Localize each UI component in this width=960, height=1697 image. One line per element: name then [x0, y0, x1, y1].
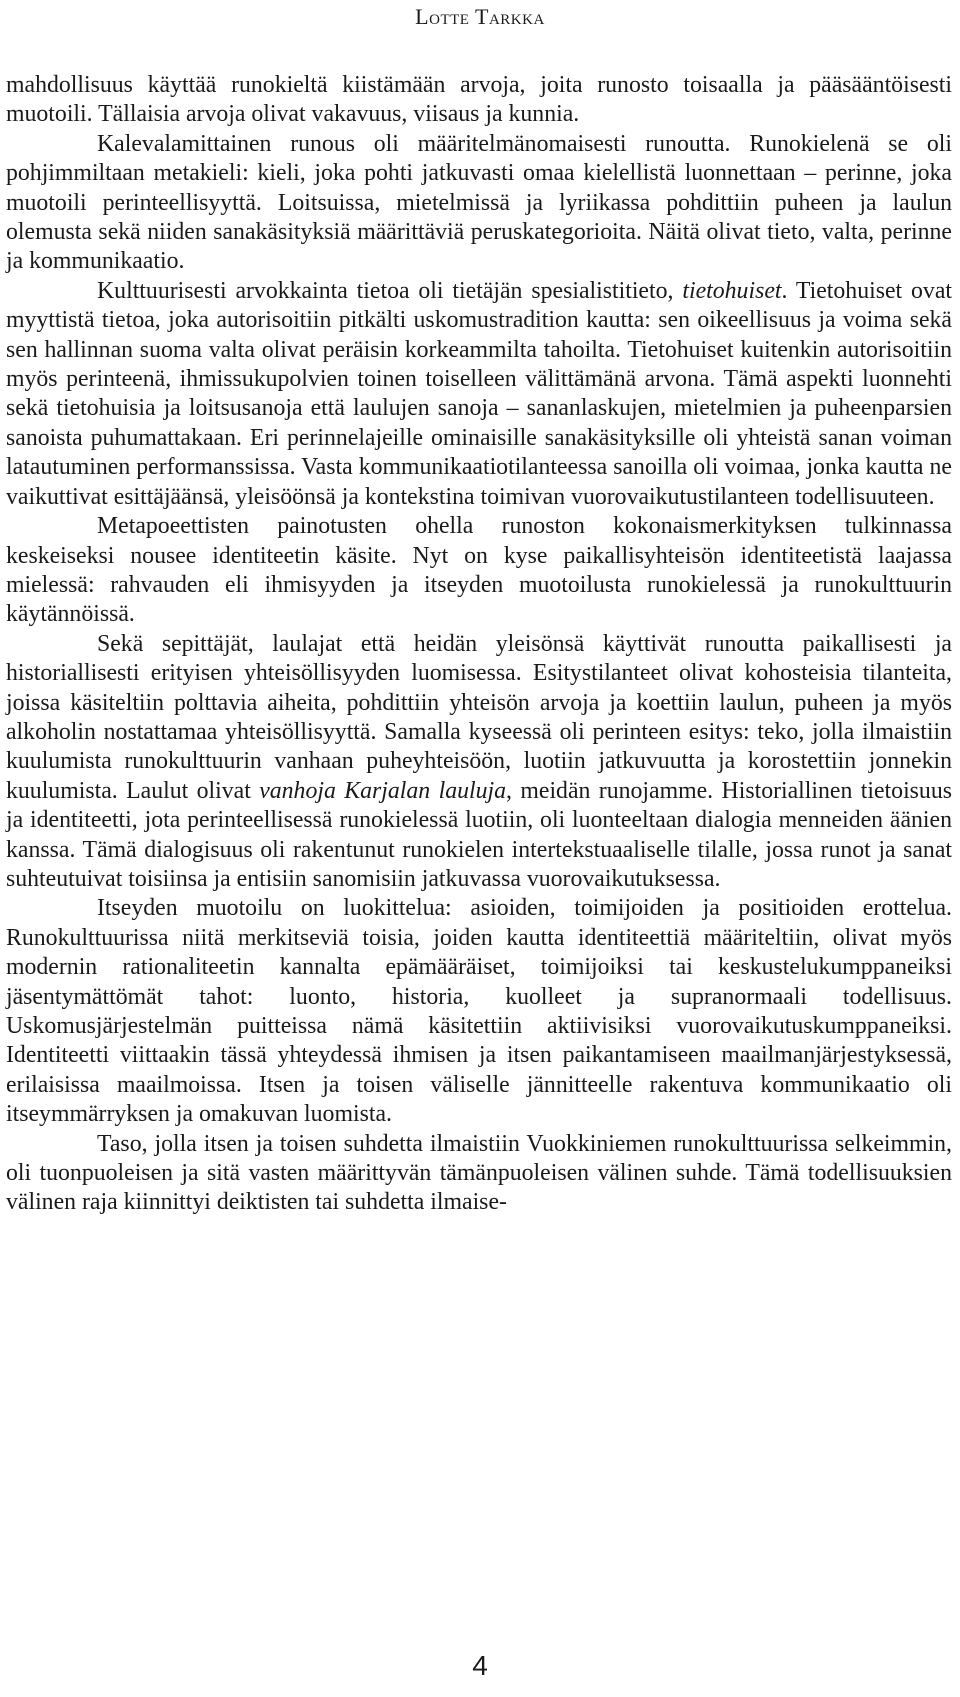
text-run: , meidän runojamme. Historiallinen tietoisuus ja identiteetti, jota perinteellisessä runokielessä luotiin, oli luonteeltaan dialogia menneiden äänien kanssa. Tämä dialogisuus oli rakentunut runokielen intertekstuaaliselle tilalle, jossa runot ja sanat suhteutuivat toisiinsa ja entisiin sanomisiin jatkuvassa vuorovaikutuksessa.	[6, 777, 952, 892]
text-run: Kulttuurisesti arvokkainta tietoa oli tietäjän spesialistitieto,	[97, 277, 683, 304]
paragraph	[6, 1130, 952, 1218]
paragraph	[6, 277, 952, 512]
text-run: mahdollisuus käyttää runokieltä kiistämään arvoja, joita runosto toisaalla ja pääsääntöisesti muotoili. Tällaisia arvoja olivat vakavuus, viisaus ja kunnia.	[6, 72, 952, 128]
text-run: Kalevalamittainen runous oli määritelmänomaisesti runoutta. Runokielenä se oli pohjimmiltaan metakieli: kieli, joka pohti jatkuvasti omaa kielellistä luonnettaan – perinne, joka muotoili perinteellisyyttä. Loitsuissa, mietelmissä ja lyriikassa pohdittiin puheen ja laulun olemusta sekä niiden sanakäsityksiä määrittäviä peruskategorioita. Näitä olivat tieto, valta, perinne ja kommunikaatio.	[6, 130, 952, 275]
italic-term: tietohuiset	[682, 277, 782, 304]
running-head-author: Lotte Tarkka	[415, 4, 545, 29]
running-head	[0, 4, 960, 30]
text-run: . Tietohuiset ovat myyttistä tietoa, joka autorisoitiin pitkälti uskomustradition kautta: sen oikeellisuus ja voima sekä sen hallinnan suoma valta olivat peräisin korkeammilta tahoilta. Tietohuiset kuitenkin autorisoitiin myös perinteenä, ihmissukupolvien toinen toiselleen välittämänä arvona. Tämä aspekti luonnehti sekä tietohuisia ja loitsusanoja että laulujen sanoja – sananlaskujen, mietelmien ja puheenparsien sanoista puhumattakaan. Eri perinnelajeille ominaisille sanakäsityksille oli yhteistä sanan voiman latautuminen performanssissa. Vasta kommunikaatiotilanteessa sanoilla oli voimaa, jonka kautta ne vaikuttivat esittäjäänsä, yleisöönsä ja kontekstina toimivan vuorovaikutustilanteen todellisuuteen.	[6, 277, 952, 510]
text-run: Itseyden muotoilu on luokittelua: asioiden, toimijoiden ja positioiden erottelua. Runokulttuurissa niitä merkitseviä toisia, joiden kautta identiteettiä määriteltiin, olivat myös modernin rationaliteetin kannalta epämääräiset, toimijoiksi tai keskustelukumppaneiksi jäsentymättömät tahot: luonto, historia, kuolleet ja supranormaali todellisuus. Uskomusjärjestelmän puitteissa nämä käsitettiin aktiivisiksi vuorovaikutuskumppaneiksi. Identiteetti viittaakin tässä yhteydessä ihmisen ja itsen paikantamiseen maailmanjärjestyksessä, erilaisissa maailmoissa. Itsen ja toisen väliselle jännitteelle rakentuva kommunikaatio oli itseymmärryksen ja omakuvan luomista.	[6, 895, 952, 1128]
page-number: 4	[472, 1650, 488, 1681]
body-text	[6, 71, 952, 1218]
paragraph	[6, 630, 952, 895]
paragraph	[6, 894, 952, 1129]
text-run: Sekä sepittäjät, laulajat että heidän yleisönsä käyttivät runoutta paikallisesti ja historiallisesti erityisen yhteisöllisyyden luomisessa. Esitystilanteet olivat kohosteisia tilanteita, joissa käsiteltiin polttavia aiheita, pohdittiin yhteisön arvoja ja koettiin laulun, puheen ja myös alkoholin nostattamaa yhteisöllisyyttä. Samalla kyseessä oli perinteen esitys: teko, jolla ilmaistiin kuulumista runokulttuurin vanhaan puheyhteisöön, luotiin jatkuvuutta ja korostettiin jonnekin kuulumista. Laulut olivat	[6, 630, 952, 804]
italic-term: vanhoja Karjalan lauluja	[259, 777, 507, 804]
paragraph	[6, 130, 952, 277]
text-run: Metapoeettisten painotusten ohella runoston kokonaismerkityksen tulkinnassa keskeiseksi nousee identiteetin käsite. Nyt on kyse paikallisyhteisön identiteetistä laajassa mielessä: rahvauden eli ihmisyyden ja itseyden muotoilusta runokielessä ja runokulttuurin käytännöissä.	[6, 513, 952, 628]
paragraph	[6, 512, 952, 630]
paragraph	[6, 71, 952, 130]
text-run: Taso, jolla itsen ja toisen suhdetta ilmaistiin Vuokkiniemen runokulttuurissa selkeimmin, oli tuonpuoleisen ja sitä vasten määrittyvän tämänpuoleisen välinen suhde. Tämä todellisuuksien välinen raja kiinnittyi deiktisten tai suhdetta ilmaise-	[6, 1130, 952, 1216]
